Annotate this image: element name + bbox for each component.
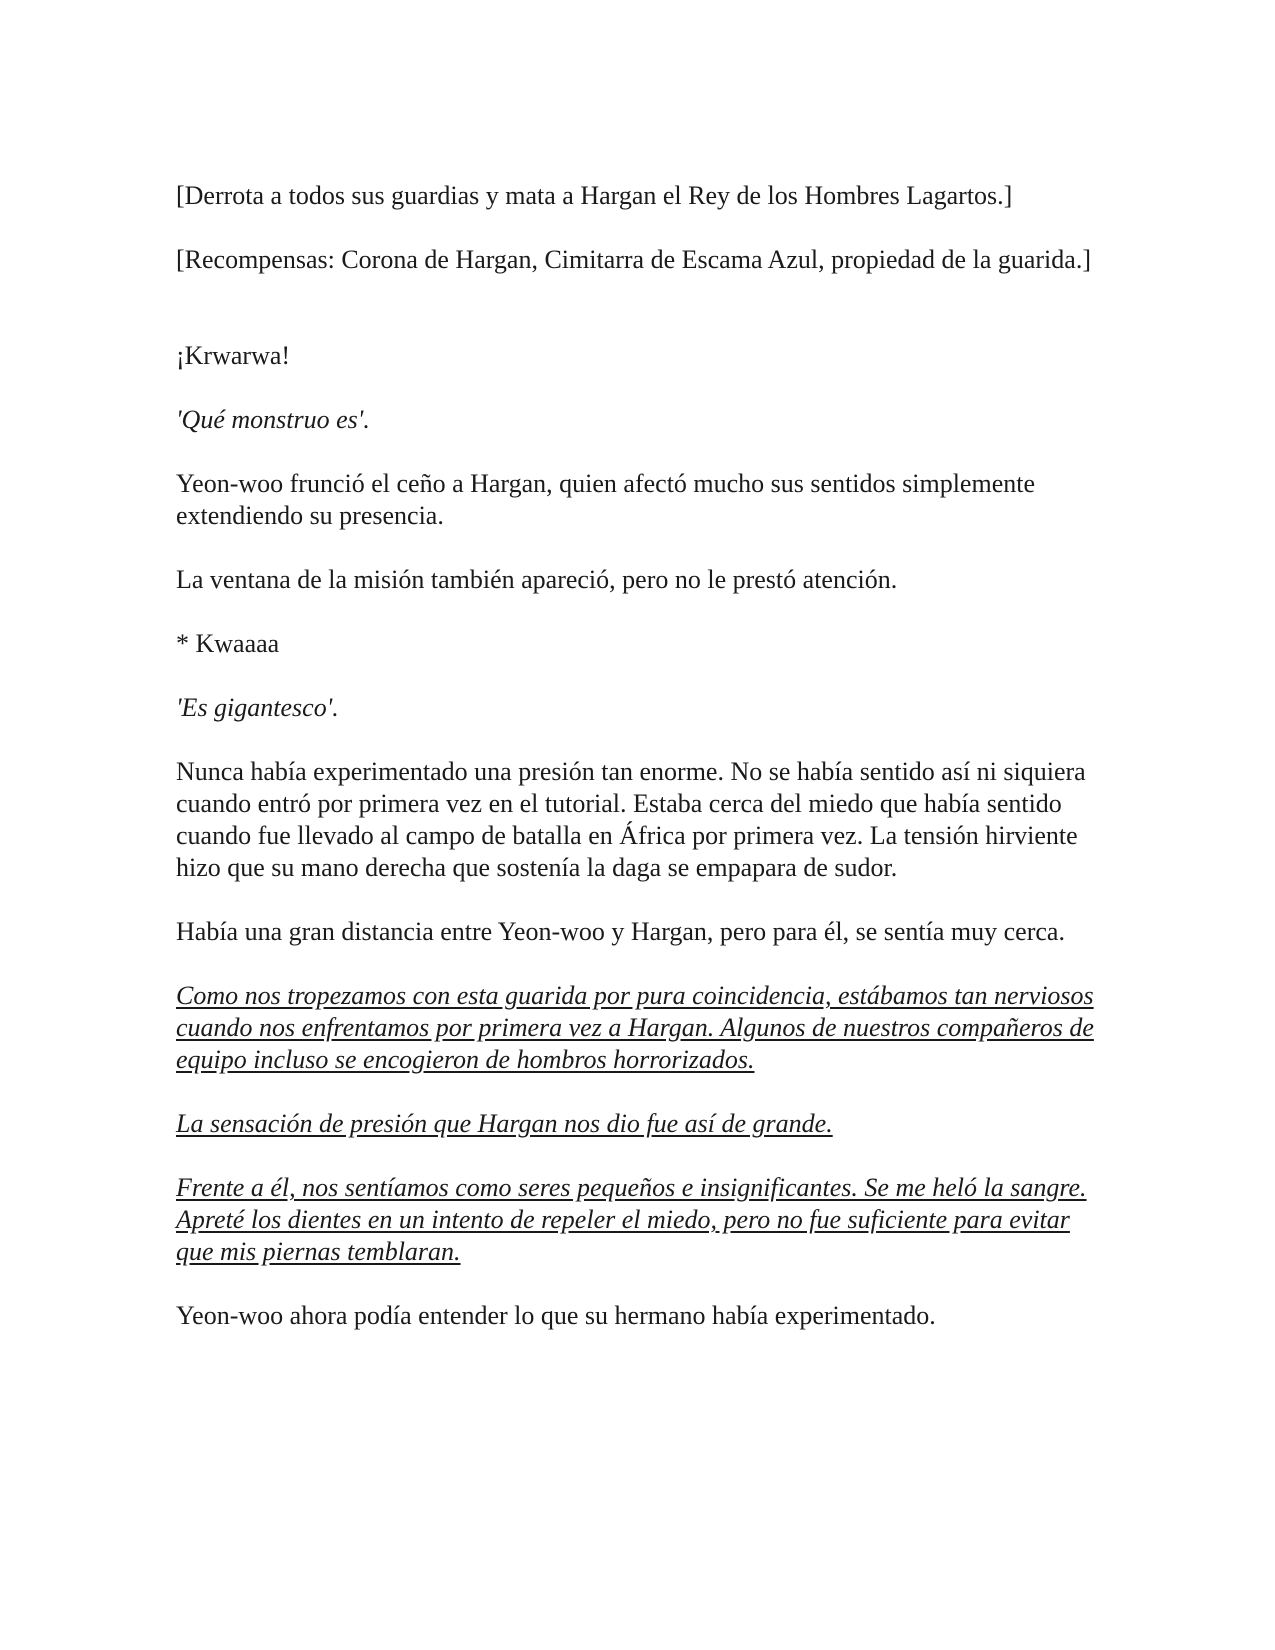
diary-excerpt: Como nos tropezamos con esta guarida por pura coincidencia, estábamos tan nerviosos cuando nos enfrentamos por primera vez a Hargan. Algunos de nuestros compañeros de equipo incluso se encogieron de hombros horrorizados.: [176, 981, 1094, 1074]
narrative-paragraph: Nunca había experimentado una presión tan enorme. No se había sentido así ni siquiera cuando entró por primera vez en el tutorial. Estaba cerca del miedo que había sentido cuando fue llevado al campo de batalla en África por primera vez. La tensión hirviente hizo que su mano derecha que sostenía la daga se empapara de sudor.: [176, 757, 1086, 882]
narrative-paragraph: La ventana de la misión también apareció, pero no le prestó atención.: [176, 565, 898, 594]
quest-objective: [Derrota a todos sus guardias y mata a Hargan el Rey de los Hombres Lagartos.]: [176, 181, 1013, 210]
document-body: [176, 180, 1096, 1332]
diary-excerpt: Frente a él, nos sentíamos como seres pequeños e insignificantes. Se me heló la sangre. Apreté los dientes en un intento de repeler el miedo, pero no fue suficiente para evitar que mis piernas temblaran.: [176, 1173, 1087, 1266]
narrative-paragraph: Había una gran distancia entre Yeon-woo y Hargan, pero para él, se sentía muy cerca.: [176, 917, 1065, 946]
narrative-paragraph: Yeon-woo frunció el ceño a Hargan, quien afectó mucho sus sentidos simplemente extendiendo su presencia.: [176, 469, 1036, 530]
monster-roar: ¡Krwarwa!: [176, 341, 291, 370]
sound-effect: * Kwaaaa: [176, 629, 280, 658]
narrative-paragraph: Yeon-woo ahora podía entender lo que su hermano había experimentado.: [176, 1301, 936, 1330]
diary-excerpt: La sensación de presión que Hargan nos dio fue así de grande.: [176, 1109, 833, 1138]
inner-thought: 'Qué monstruo es'.: [176, 405, 370, 434]
quest-rewards: [Recompensas: Corona de Hargan, Cimitarra de Escama Azul, propiedad de la guarida.]: [176, 245, 1091, 274]
inner-thought: 'Es gigantesco'.: [176, 693, 339, 722]
